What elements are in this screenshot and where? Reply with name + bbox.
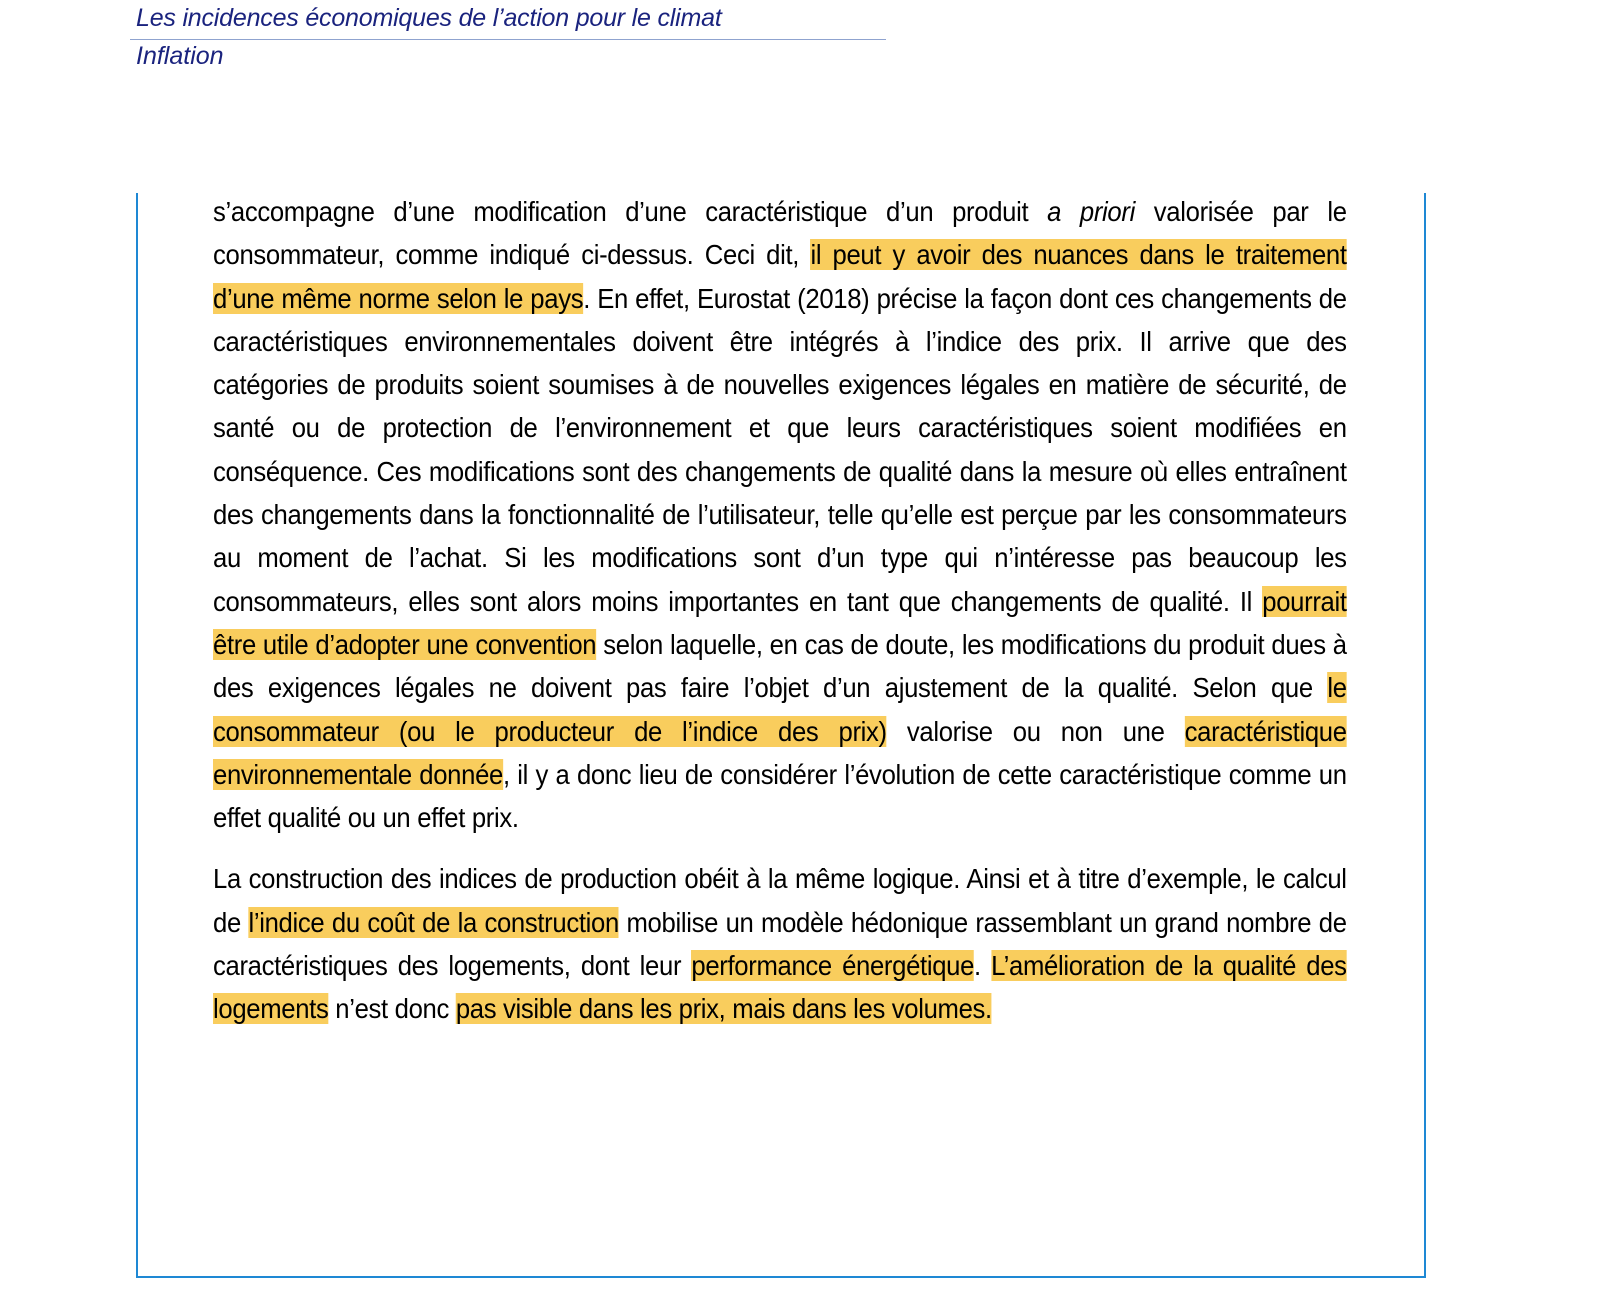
body-text [213, 190, 1347, 1031]
text-run: valorisée par le consommateur, comme indiqué ci-dessus. Ceci dit, [213, 196, 1347, 271]
text-run: s’accompagne d’une modification d’une caractéristique d’un produit [213, 196, 1048, 227]
text-run: . [974, 950, 992, 982]
running-header-title: Les incidences économiques de l’action pour le climat [136, 4, 722, 32]
highlighted-text: pourrait être utile d’adopter une convention [213, 585, 1347, 660]
highlighted-text: il peut y avoir des nuances dans le traitement d’une même norme selon le pays [213, 239, 1347, 314]
text-run: mobilise un modèle hédonique rassemblant un grand nombre de caractéristiques des logements, dont leur [213, 906, 1347, 982]
text-run: valorise ou non une [886, 715, 1185, 747]
highlighted-text: L’amélioration de la qualité des logements [213, 950, 1347, 1025]
running-header-section: Inflation [136, 42, 224, 70]
text-run: . En effet, Eurostat (2018) précise la façon dont ces changements de caractéristiques environnementales doivent être intégrés à l’indice des prix. Il arrive que des catégories de produits soient soumises à de nouvelles exigences légales en matière de sécurité, de santé ou de protection de l’environnement et que leurs caractéristiques soient modifiées en conséquence. Ces modifications sont des changements de qualité dans la mesure où elles entraînent des changements dans la fonctionnalité de l’utilisateur, telle qu’elle est perçue par les consommateurs au moment de l’achat. Si les modifications sont d’un type qui n’intéresse pas beaucoup les consommateurs, elles sont alors moins importantes en tant que changements de qualité. Il [213, 282, 1347, 617]
text-run: n’est donc [328, 993, 456, 1025]
italic-text: a priori [1047, 196, 1135, 227]
highlighted-text: le consommateur (ou le producteur de l’indice des prix) [213, 672, 1347, 747]
header-divider [130, 39, 886, 40]
highlighted-text: caractéristique environnementale donnée [213, 715, 1347, 790]
highlighted-text: l’indice du coût de la construction [248, 906, 619, 938]
highlighted-text: performance énergétique [691, 950, 975, 982]
paragraph [213, 190, 1347, 839]
text-run: selon laquelle, en cas de doute, les modifications du produit dues à des exigences légales ne doivent pas faire l’objet d’un ajustement de la qualité. Selon que [213, 628, 1347, 704]
highlighted-text: pas visible dans les prix, mais dans les volumes. [455, 993, 992, 1025]
paragraph [213, 857, 1347, 1030]
text-run: La construction des indices de production obéit à la même logique. Ainsi et à titre d’exemple, le calcul de [213, 863, 1347, 938]
text-run: , il y a donc lieu de considérer l’évolution de cette caractéristique comme un effet qualité ou un effet prix. [213, 758, 1347, 834]
